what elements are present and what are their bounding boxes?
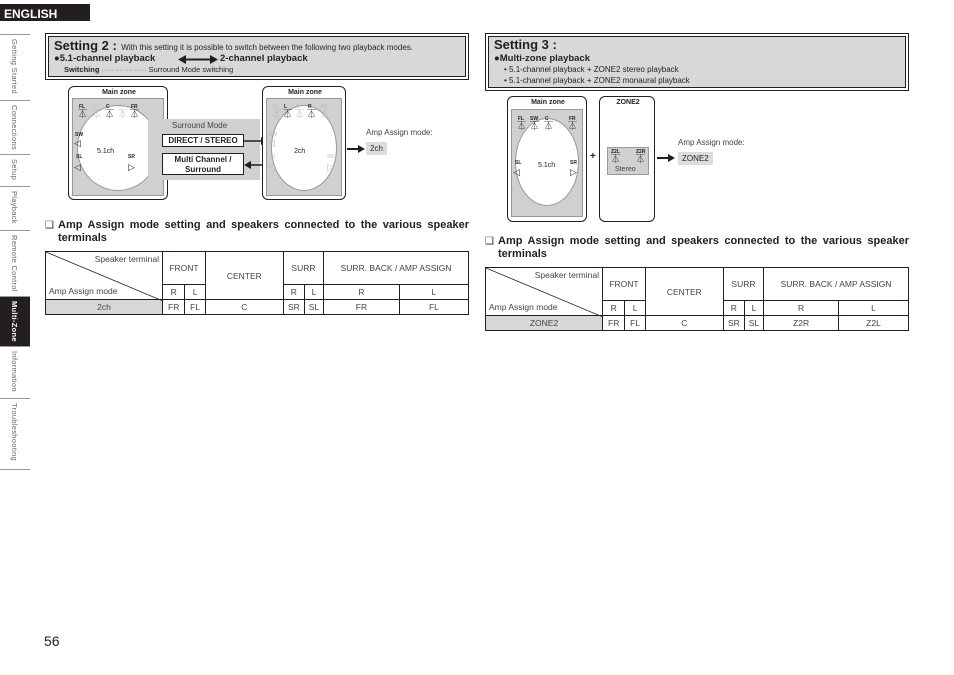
section-heading-text: Amp Assign mode setting and speakers connected to the various speaker terminals (498, 235, 909, 260)
speaker-sw-icon: ◁ (74, 138, 81, 148)
corner-top-label: Speaker terminal (94, 254, 159, 264)
speaker-c-icon: ⏄ (295, 109, 305, 119)
setting2-amp-table (45, 251, 469, 315)
speaker-fr-icon: ⏄ (568, 121, 578, 131)
speaker-fr-icon: ⏄ (130, 109, 140, 119)
sub-r: R (163, 285, 185, 300)
sub-r: R (723, 301, 744, 316)
arrow-right-icon (657, 154, 675, 162)
spk-c-label: C (106, 104, 110, 110)
setting2-box (45, 33, 469, 80)
cell: SL (304, 300, 323, 315)
speaker-sw-icon: ◁ (268, 138, 275, 148)
language-label: ENGLISH (0, 4, 90, 21)
spk-sw-label: SW (530, 116, 539, 122)
setting3-diagram (485, 93, 910, 228)
sub-r: R (764, 301, 839, 316)
spk-fl-label: FL (273, 104, 279, 110)
spk-c-label: C (296, 104, 300, 110)
cell: Z2L (839, 316, 909, 331)
page-number: 56 (44, 633, 60, 649)
surround-mode-label: Surround Mode (172, 121, 228, 130)
header-surr: SURR (723, 268, 763, 301)
tab-troubleshooting[interactable] (0, 398, 30, 470)
spk-sl-label: SL (515, 160, 522, 166)
speaker-fl-icon: ⏄ (272, 109, 282, 119)
speaker-fl-icon: ⏄ (517, 121, 527, 131)
zone2-panel (599, 96, 655, 222)
spk-sr-label: SR (570, 160, 577, 166)
spk-l-label: L (93, 104, 96, 110)
speaker-z2r-icon: ⏄ (636, 154, 646, 164)
channel-count: 5.1ch (538, 162, 556, 169)
checkbox-icon: ❑ (45, 220, 54, 231)
amp-assign-value: 2ch (366, 142, 387, 155)
header-center: CENTER (645, 268, 723, 316)
sub-l: L (625, 301, 645, 316)
spk-sr-label: SR (128, 154, 135, 160)
channel-count: 2ch (294, 148, 306, 155)
spk-fl-label: FL (518, 116, 525, 122)
cell: Z2R (764, 316, 839, 331)
table-corner-cell (486, 268, 603, 316)
cell: FR (324, 300, 400, 315)
switching-text: Surround Mode switching (148, 65, 234, 74)
spk-r-label: R (119, 104, 123, 110)
setting3-title: Setting 3 : (494, 37, 557, 52)
stereo-label: Stereo (615, 166, 636, 173)
speaker-c-icon: ⏄ (105, 109, 115, 119)
tab-remote-control[interactable] (0, 230, 30, 296)
spk-fr-label: FR (131, 104, 138, 110)
speaker-l-icon: ⏄ (283, 109, 293, 119)
switching-dots: ·················· (101, 65, 147, 74)
zone-label: Main zone (531, 99, 565, 106)
row-mode: 2ch (46, 300, 163, 315)
speaker-l-icon: ⏄ (92, 109, 102, 119)
setting3-item-2: • 5.1-channel playback + ZONE2 monaural playback (504, 76, 690, 85)
speaker-sw-icon: ⏄ (530, 121, 540, 131)
corner-top-label: Speaker terminal (534, 270, 599, 280)
room-box (511, 109, 583, 217)
sub-l: L (304, 285, 323, 300)
setting2-bullet-right: 2-channel playback (220, 53, 308, 64)
mode-direct-stereo: DIRECT / STEREO (162, 134, 244, 147)
tab-label: Remote Control (10, 235, 19, 292)
header-front: FRONT (163, 252, 206, 285)
speaker-fl-icon: ⏄ (78, 109, 88, 119)
spk-sl-label: SL (270, 154, 277, 160)
setting2-bullet-left: ●5.1-channel playback (54, 53, 156, 64)
setting2-diagram (44, 83, 469, 213)
zone-label: Main zone (288, 89, 322, 96)
spk-sr-label: SR (327, 154, 334, 160)
setting3-item-1: • 5.1-channel playback + ZONE2 stereo playback (504, 65, 679, 74)
sub-l: L (185, 285, 205, 300)
speaker-fr-icon: ⏄ (320, 109, 330, 119)
table-corner-cell (46, 252, 163, 300)
setting2-title: Setting 2 : (54, 38, 117, 53)
section-heading-text: Amp Assign mode setting and speakers connected to the various speaker terminals (58, 219, 469, 244)
zone-label: Main zone (102, 89, 136, 96)
speaker-sl-icon: ◁ (74, 162, 81, 172)
checkbox-icon: ❑ (485, 236, 494, 247)
setting3-box (485, 33, 909, 91)
setting3-amp-table (485, 267, 909, 331)
tab-playback[interactable] (0, 186, 30, 230)
setting2-description: With this setting it is possible to switch between the following two playback modes. (121, 43, 413, 52)
spk-sw-label: SW (75, 132, 84, 138)
cell: FR (163, 300, 185, 315)
room-box (266, 98, 342, 196)
spk-z2l-label: Z2L (611, 149, 620, 155)
speaker-sl-icon: ◁ (513, 167, 520, 177)
header-surr-back: SURR. BACK / AMP ASSIGN (764, 268, 909, 301)
setting3-bullet: ●Multi-zone playback (494, 53, 591, 64)
speaker-r-icon: ⏄ (307, 109, 317, 119)
tab-information[interactable] (0, 346, 30, 398)
cell: C (645, 316, 723, 331)
channel-count: 5.1ch (97, 148, 115, 155)
header-surr: SURR (283, 252, 323, 285)
spk-sl-label: SL (76, 154, 83, 160)
tab-label: Setup (10, 159, 19, 181)
cell: FR (603, 316, 625, 331)
tab-multi-zone[interactable] (0, 296, 30, 346)
spk-fr-label: FR (321, 104, 328, 110)
arrow-right-icon (347, 145, 365, 153)
speaker-sl-icon: ◁ (268, 162, 275, 172)
cell: SR (283, 300, 304, 315)
speaker-z2l-icon: ⏄ (611, 154, 621, 164)
speaker-c-icon: ⏄ (544, 121, 554, 131)
cell: FL (185, 300, 205, 315)
sub-l: L (399, 285, 468, 300)
spk-sw-label: SW (269, 132, 278, 138)
tab-label: Information (10, 351, 19, 392)
spk-fl-label: FL (79, 104, 86, 110)
header-front: FRONT (603, 268, 646, 301)
setting3-section-heading (485, 235, 909, 261)
tab-label: Troubleshooting (10, 403, 19, 462)
switching-line (64, 65, 233, 74)
tab-connections[interactable] (0, 100, 30, 154)
tab-setup[interactable] (0, 154, 30, 186)
corner-bottom-label: Amp Assign mode (49, 286, 118, 296)
cell: C (205, 300, 283, 315)
sub-r: R (283, 285, 304, 300)
spk-z2r-label: Z2R (636, 149, 646, 155)
tab-label: Connections (10, 105, 19, 150)
header-surr-back: SURR. BACK / AMP ASSIGN (324, 252, 469, 285)
corner-bottom-label: Amp Assign mode (489, 302, 558, 312)
spk-fr-label: FR (569, 116, 576, 122)
row-mode: ZONE2 (486, 316, 603, 331)
cell: FL (399, 300, 468, 315)
speaker-sr-icon: ▷ (327, 162, 334, 172)
speaker-r-icon: ⏄ (118, 109, 128, 119)
tab-getting-started[interactable] (0, 34, 30, 100)
cell: SL (744, 316, 763, 331)
main-zone-panel (507, 96, 587, 222)
amp-assign-label: Amp Assign mode: (678, 138, 745, 147)
tab-label: Getting Started (10, 39, 19, 94)
sub-r: R (603, 301, 625, 316)
spk-c-label: C (545, 116, 549, 122)
speaker-sr-icon: ▷ (128, 162, 135, 172)
cell: SR (723, 316, 744, 331)
switching-label: Switching (64, 65, 100, 74)
main-zone-panel-2ch (262, 86, 346, 200)
sub-l: L (744, 301, 763, 316)
double-arrow-icon (178, 55, 218, 64)
header-center: CENTER (205, 252, 283, 300)
sub-r: R (324, 285, 400, 300)
amp-assign-value: ZONE2 (678, 152, 713, 165)
amp-assign-label: Amp Assign mode: (366, 128, 433, 137)
spk-l-label: L (284, 104, 288, 110)
zone2-room (607, 147, 649, 175)
spk-r-label: R (308, 104, 312, 110)
tab-label: Playback (10, 191, 19, 224)
sub-l: L (839, 301, 909, 316)
mode-multi-channel: Multi Channel / Surround (162, 153, 244, 175)
setting2-section-heading (45, 219, 469, 245)
plus-sign: + (590, 151, 596, 162)
zone-label: ZONE2 (616, 99, 640, 106)
tab-label: Multi-Zone (10, 301, 19, 342)
cell: FL (625, 316, 645, 331)
speaker-sr-icon: ▷ (570, 167, 577, 177)
